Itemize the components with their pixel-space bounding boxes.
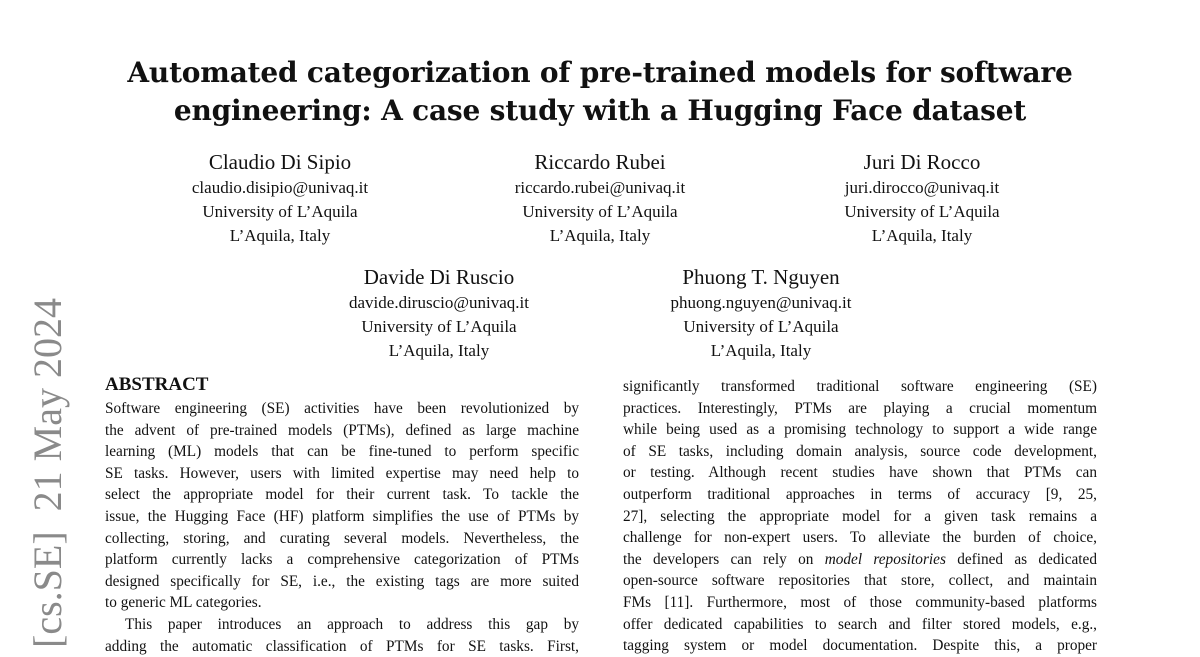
text-line: collecting, storing, and curating several models. Nevertheless, the	[105, 529, 579, 547]
author-block	[309, 263, 569, 363]
author-location: L’Aquila, Italy	[710, 341, 812, 360]
text-line: Software engineering (SE) activities have been revolutionized by	[105, 400, 579, 417]
author-email: phuong.nguyen@univaq.it	[670, 293, 852, 312]
author-email: davide.diruscio@univaq.it	[349, 293, 529, 312]
author-email: riccardo.rubei@univaq.it	[514, 178, 686, 197]
author-block	[792, 148, 1052, 248]
text-line: of SE tasks, including domain analysis, source code development,	[623, 442, 1097, 460]
text-line: outperform traditional approaches in terms of accuracy [9, 25,	[623, 485, 1097, 503]
text-line: challenge for non-expert users. To alleviate the burden of choice,	[623, 529, 1097, 547]
text-segment: the developers can rely on	[623, 550, 814, 568]
arxiv-category: [cs.SE]	[25, 531, 70, 648]
text-line: while being used as a promising technology to support a wide range	[623, 421, 1097, 439]
author-email: juri.dirocco@univaq.it	[844, 178, 1000, 197]
abstract-paragraph-1	[105, 398, 579, 614]
arxiv-date: 21 May 2024	[25, 298, 70, 512]
abstract-paragraph-2	[105, 614, 579, 657]
text-line: SE tasks. However, users with limited expertise may need help to	[105, 464, 579, 482]
text-line: practices. Interestingly, PTMs are playing a crucial momentum	[623, 399, 1097, 417]
author-affiliation: University of L’Aquila	[844, 202, 1000, 221]
author-name: Juri Di Rocco	[863, 150, 981, 174]
author-name: Phuong T. Nguyen	[682, 265, 840, 289]
text-line: open-source software repositories that store, collect, and maintain	[623, 572, 1097, 590]
title-line-1: Automated categorization of pre-trained models for software	[127, 56, 1073, 89]
text-line: or testing. Although recent studies have shown that PTMs can	[623, 464, 1097, 482]
text-line: issue, the Hugging Face (HF) platform simplifies the use of PTMs by	[105, 507, 579, 525]
arxiv-stamp	[23, 300, 83, 648]
author-block	[631, 263, 891, 363]
author-affiliation: University of L’Aquila	[683, 317, 839, 336]
emphasis-model-repositories: model repositories	[824, 550, 946, 568]
text-line: the advent of pre-trained models (PTMs), defined as large machine	[105, 421, 579, 439]
text-line: offer dedicated capabilities to search and filter stored models, e.g.,	[623, 615, 1097, 633]
author-location: L’Aquila, Italy	[549, 226, 651, 245]
text-segment: defined as dedicated	[957, 550, 1097, 568]
text-line: 27], selecting the appropriate model for a given task remains a	[623, 507, 1097, 525]
abstract-heading: ABSTRACT	[105, 374, 209, 395]
text-line: to generic ML categories.	[105, 594, 262, 612]
author-name: Davide Di Ruscio	[363, 265, 515, 289]
author-block	[150, 148, 410, 248]
author-affiliation: University of L’Aquila	[202, 202, 358, 221]
text-line: designed specifically for SE, i.e., the existing tags are more suited	[105, 572, 579, 590]
author-location: L’Aquila, Italy	[871, 226, 973, 245]
author-email: claudio.disipio@univaq.it	[191, 178, 369, 197]
author-name: Claudio Di Sipio	[208, 150, 352, 174]
author-location: L’Aquila, Italy	[229, 226, 331, 245]
title-line-2: engineering: A case study with a Hugging Face dataset	[173, 94, 1027, 127]
text-line: select the appropriate model for their current task. To tackle the	[105, 486, 579, 504]
text-line: tagging system or model documentation. Despite this, a proper	[623, 637, 1097, 655]
text-line	[623, 549, 1097, 571]
author-block	[470, 148, 730, 248]
abstract-column	[105, 372, 579, 657]
text-line: significantly transformed traditional software engineering (SE)	[623, 378, 1097, 395]
author-name: Riccardo Rubei	[534, 150, 666, 174]
author-affiliation: University of L’Aquila	[522, 202, 678, 221]
text-line: platform currently lacks a comprehensive categorization of PTMs	[105, 551, 579, 569]
author-affiliation: University of L’Aquila	[361, 317, 517, 336]
text-line: This paper introduces an approach to address this gap by	[125, 615, 579, 633]
introduction-column	[623, 376, 1097, 657]
text-line: adding the automatic classification of PTMs for SE tasks. First,	[105, 637, 579, 655]
text-line: FMs [11]. Furthermore, most of those community-based platforms	[623, 593, 1097, 611]
text-line: learning (ML) models that can be fine-tuned to perform specific	[105, 443, 579, 461]
paper-title	[100, 54, 1100, 130]
author-location: L’Aquila, Italy	[388, 341, 490, 360]
